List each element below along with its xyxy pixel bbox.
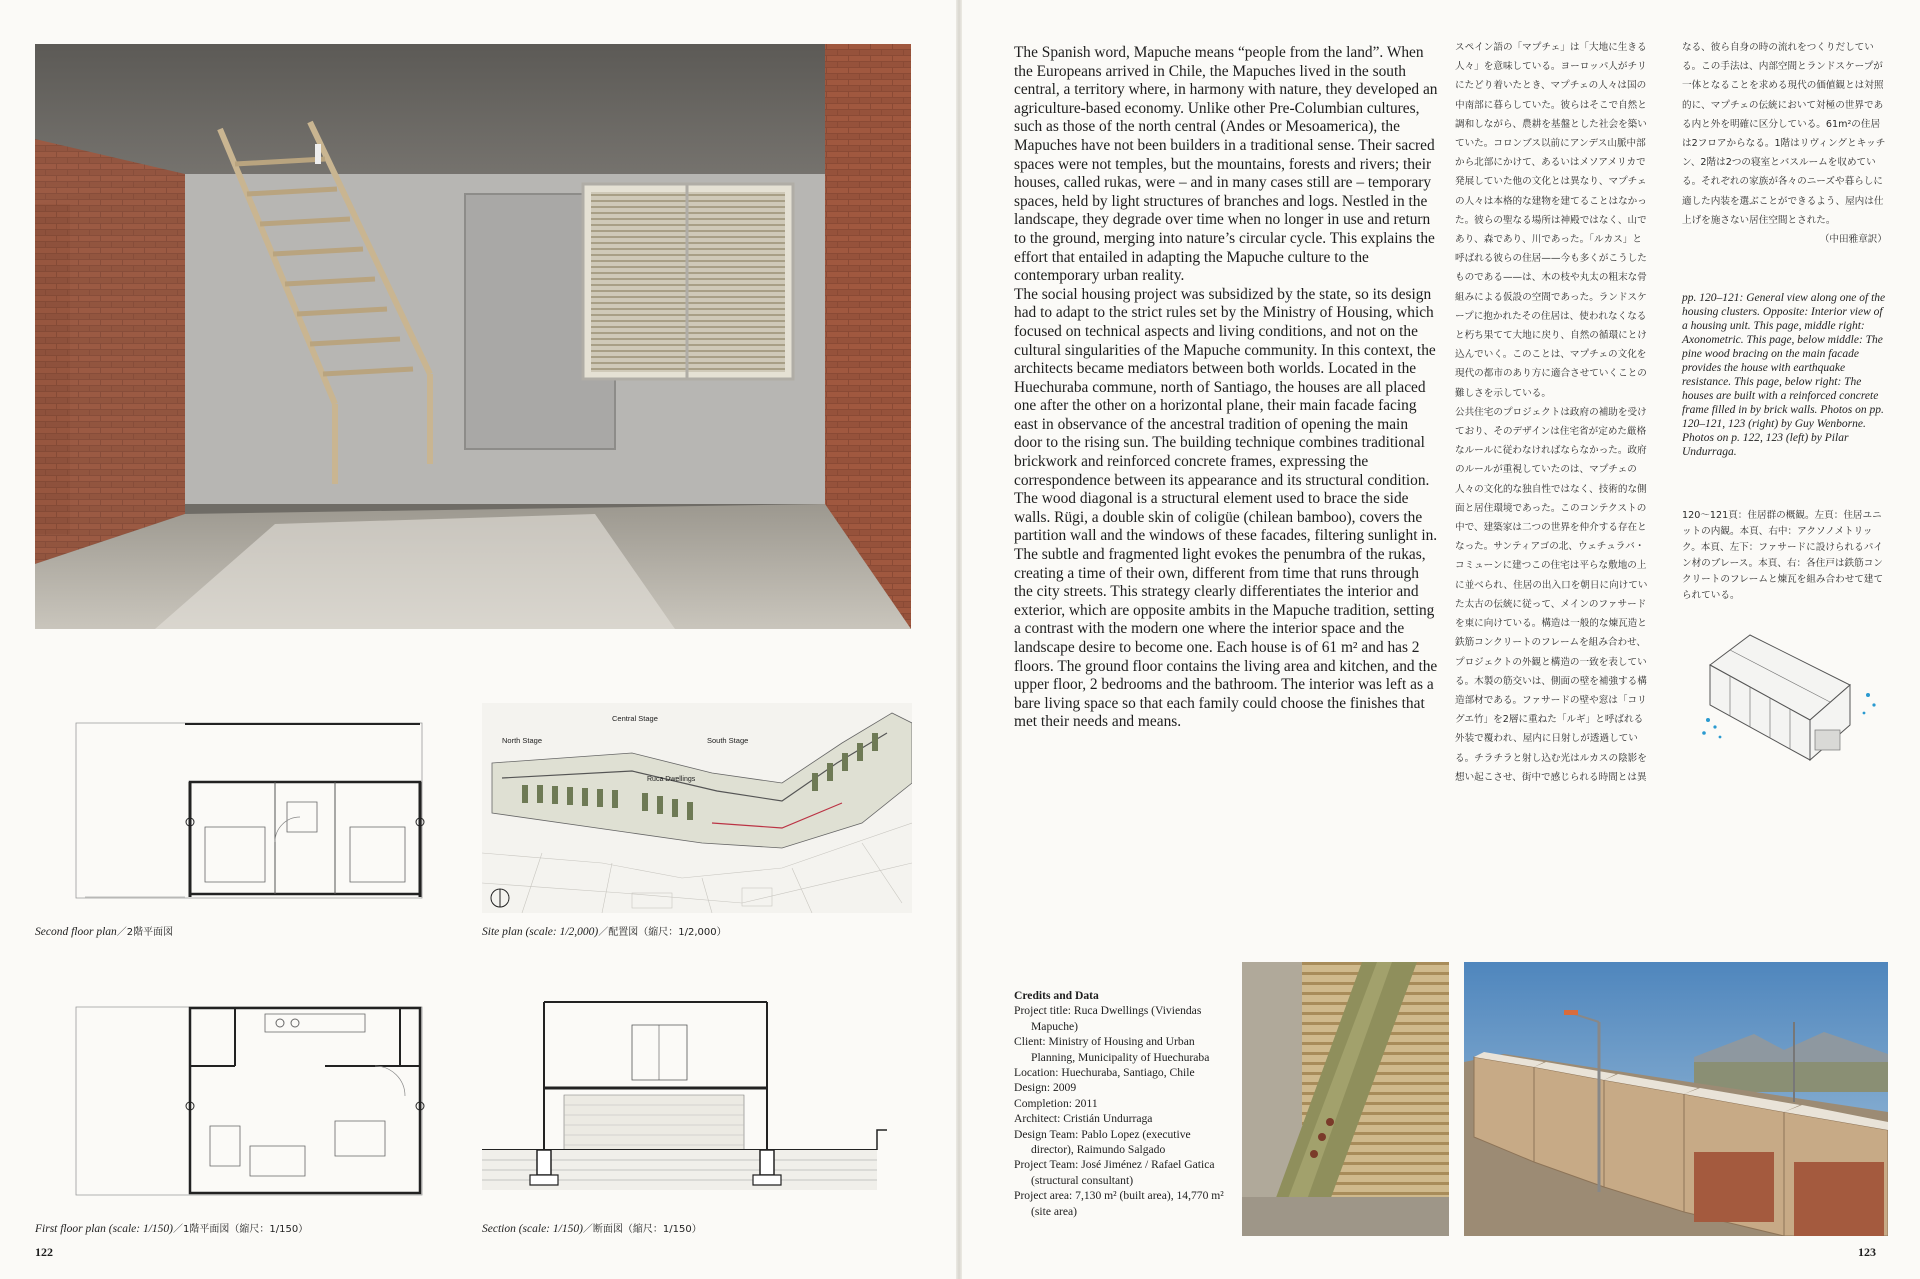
english-paragraph-1: The Spanish word, Mapuche means “people from the land”. When the Europeans arrived in Chile, the Mapuches lived in the south central, a territory where, in harmony with nature, they developed an agriculture-based economy. Unlike other Pre-Columbian cultures, such as those of the north central (Andes or Mesoamerica), the Mapuches have not been builders in a traditional sense. Their sacred spaces were not temples, but the mountains, forests and rivers; their houses, called rukas, were – and in many cases still are – temporary spaces, held by light structures of branches and logs. Nestled in the landscape, they degrade over time when no longer in use and return to the ground, merging into nature’s circular cycle. This explains the effort that entailed in adapting the Mapuche culture to the contemporary urban reality. bbox=[1014, 44, 1438, 285]
japanese-col1-paragraph-1: スペイン語の「マプチェ」は「大地に生きる人々」を意味している。ヨーロッパ人がチリにたどり着いたとき、マプチェの人々は国の中南部に暮らしていた。彼らはそこで自然と調和しながら、農耕を基盤とした社会を築いていた。コロンブス以前にアンデス山脈中部から北部にかけて、あるいはメソアメリカで発展していた他の文化とは異なり、マプチェの人々は本格的な建物を建てることはなかった。彼らの聖なる場所は神殿ではなく、山であり、森であり、川であった。「ルカス」と呼ばれる彼らの住居——今も多くがこうしたものである——は、木の枝や丸太の粗末な骨組みによる仮設の空間であった。ランドスケープに抱かれたその住居は、使われなくなると朽ち果てて大地に戻り、自然の循環にとけ込んでいく。このことは、マプチェの文化を現代の都市のあり方に適合させていくことの難しさを示している。 bbox=[1455, 42, 1647, 399]
houses-exterior-photo bbox=[1464, 962, 1888, 1236]
photo-caption-jp: 120～121頁：住居群の概観。左頁：住居ユニットの内観。本頁、右中：アクソノメトリック。本頁、左下：ファサードに設けられるパイン材のブレース。本頁、右：各住戸は鉄筋コンクリートのフレームと煉瓦を組み合わせて建てられている。 bbox=[1682, 510, 1884, 601]
site-label-north: North Stage bbox=[502, 736, 543, 745]
credits-and-data bbox=[1014, 988, 1224, 1219]
caption-site-jp: ／配置図（縮尺：1/2,000） bbox=[598, 927, 727, 938]
interior-photo bbox=[35, 44, 911, 629]
credit-row: Design Team: Pablo Lopez (executive director), Raimundo Salgado bbox=[1014, 1127, 1191, 1157]
credit-row: Project title: Ruca Dwellings (Viviendas Mapuche) bbox=[1014, 1004, 1202, 1033]
caption-second-floor-jp: ／2階平面図 bbox=[116, 927, 174, 938]
caption-section-jp: ／断面図（縮尺：1/150） bbox=[582, 1224, 702, 1235]
caption-site-en: Site plan (scale: 1/2,000) bbox=[482, 926, 599, 938]
japanese-column-1 bbox=[1455, 38, 1650, 787]
first-floor-plan-drawing bbox=[75, 1006, 425, 1198]
japanese-col1-paragraph-2: 公共住宅のプロジェクトは政府の補助を受けており、そのデザインは住宅省が定めた厳格なルールに従わなければならなかった。政府のルールが重視していたのは、マプチェの人々の文化的な独自性ではなく、技術的な側面と居住環境であった。このコンテクストの中で、建築家は二つの世界を仲介する存在となった。サンティアゴの北、ウェチュラバ・コミューンに建つこの住宅は平らな敷地の上に並べられ、住居の出入口を朝日に向けていた太古の伝統に従って、メインのファサードを東に向けている。構造は一般的な煉瓦造と鉄筋コンクリートのフレームを組み合わせ、プロジェクトの外観と構造の一致を表している。木製の筋交いは、側面の壁を補強する構造部材である。ファサードの壁や窓は「コリグエ竹」を2層に重ねた「ルギ」と呼ばれる外装で覆われ、屋内に日射しが透過している。チラチラと射し込む光はルカスの陰影を想い起こさせ、街中で感じられる時間とは異 bbox=[1455, 406, 1648, 783]
caption-site-plan bbox=[482, 923, 727, 938]
translator-credit: （中田雅章訳） bbox=[1819, 234, 1887, 246]
credit-row: Design: 2009 bbox=[1014, 1081, 1077, 1095]
caption-section bbox=[482, 1220, 702, 1235]
caption-section-en: Section (scale: 1/150) bbox=[482, 1223, 583, 1235]
english-article-body bbox=[1014, 44, 1439, 732]
section-drawing bbox=[482, 1000, 892, 1198]
site-plan-drawing bbox=[482, 703, 912, 913]
caption-first-floor bbox=[35, 1220, 308, 1235]
page-number-right: 123 bbox=[1858, 1245, 1876, 1259]
credit-row: Project area: 7,130 m² (built area), 14,770 m² (site area) bbox=[1014, 1189, 1224, 1218]
credit-row: Architect: Cristián Undurraga bbox=[1014, 1112, 1153, 1126]
second-floor-plan-drawing bbox=[75, 722, 425, 900]
caption-second-floor-en: Second floor plan bbox=[35, 926, 117, 938]
japanese-col2-paragraph-1: なる、彼ら自身の時の流れをつくりだしている。この手法は、内部空間とランドスケープが一体となることを求める現代の価値観とは対照的に、マプチェの伝統において対極の世界である内と外を明確に区分している。61m²の住居は2フロアからなる。1階はリヴィングとキッチン、2階は2つの寝室とバスルームを収めている。それぞれの家族が各々のニーズや暮らしに適した内装を選ぶことができるよう、屋内は仕上げを施さない居住空間とされた。 bbox=[1682, 42, 1886, 226]
credit-row: Location: Huechuraba, Santiago, Chile bbox=[1014, 1066, 1195, 1080]
japanese-column-2 bbox=[1682, 38, 1887, 249]
book-gutter bbox=[956, 0, 962, 1279]
photo-caption-en: pp. 120–121: General view along one of the housing clusters. Opposite: Interior view of a housing unit. This page, middle right: Axonometric. This page, below middle: The pine wood bracing on the main facade provides the house with earthquake resistance. This page, below right: The houses are built with a reinforced concrete frame filled in by brick walls. Photos on pp. 120–121, 123 (right) by Guy Wenborne. Photos on p. 122, 123 (left) by Pilar Undurraga. bbox=[1682, 292, 1886, 458]
page-number-left: 122 bbox=[35, 1245, 53, 1259]
credit-row: Completion: 2011 bbox=[1014, 1096, 1098, 1110]
axonometric-drawing bbox=[1690, 625, 1885, 775]
credit-row: Project Team: José Jiménez / Rafael Gatica (structural consultant) bbox=[1014, 1158, 1215, 1187]
caption-first-floor-jp: ／1階平面図（縮尺：1/150） bbox=[173, 1224, 309, 1235]
credit-row: Client: Ministry of Housing and Urban Planning, Municipality of Huechuraba bbox=[1014, 1035, 1210, 1064]
caption-first-floor-en: First floor plan (scale: 1/150) bbox=[35, 1223, 173, 1235]
english-paragraph-2: The social housing project was subsidized by the state, so its design had to adapt to the strict rules set by the Ministry of Housing, which focused on technical aspects and living conditions, and not on the cultural singularities of the Mapuche community. In this context, the architects became mediators between both worlds. Located in the Huechuraba commune, north of Santiago, the houses are all placed one after the other on a horizontal plane, their main facade facing east in observance of the ancestral tradition of opening the main door to the rising sun. The building technique combines traditional brickwork and reinforced concrete frames, expressing the correspondence between its appearance and its structural condition. The wood diagonal is a structural element used to brace the side walls. Rügi, a double skin of coligüe (chilean bamboo), covers the partition wall and the windows of these facades, filtering sunlight in. The subtle and fragmented light evokes the penumbra of the rukas, creating a time of their own, different from time that runs through the city streets. This strategy clearly differentiates the interior and exterior, which are opposite ambits in the Mapuche tradition, setting a contrast with the modern one where the interior space and the landscape desire to become one. Each house is of 61 m² and has 2 floors. The ground floor contains the living area and kitchen, and the upper floor, 2 bedrooms and the bathroom. The interior was left as a bare living space so that each family could choose the finishes that met their needs and means. bbox=[1014, 285, 1438, 731]
credits-title: Credits and Data bbox=[1014, 989, 1099, 1002]
caption-second-floor bbox=[35, 923, 173, 938]
site-label-ruca: Ruca Dwellings bbox=[647, 776, 696, 783]
bracing-photo bbox=[1242, 962, 1449, 1236]
site-label-central: Central Stage bbox=[612, 714, 658, 723]
site-label-south: South Stage bbox=[707, 736, 749, 745]
